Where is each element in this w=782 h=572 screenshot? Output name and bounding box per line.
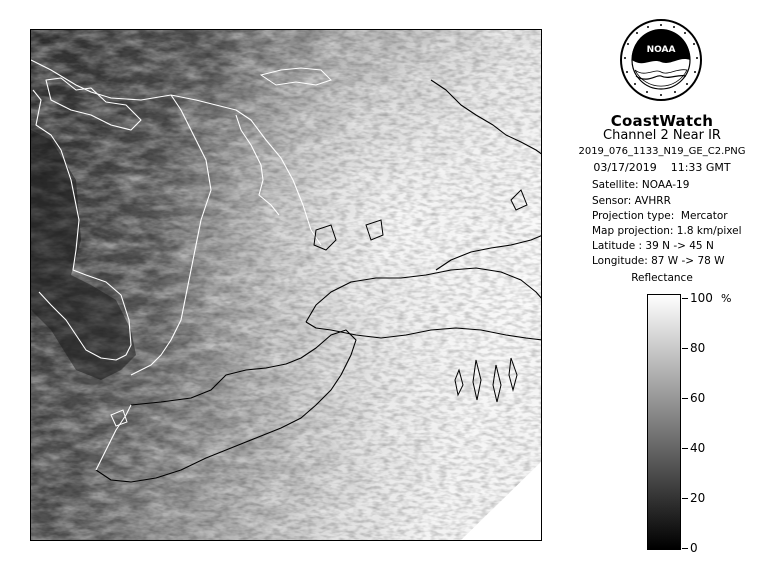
colorbar-tick xyxy=(682,398,688,399)
colorbar-tick xyxy=(682,548,688,549)
colorbar-tick-label: 80 xyxy=(690,341,706,355)
colorbar-tick-label: 40 xyxy=(690,441,706,455)
channel-name: Channel 2 Near IR xyxy=(603,128,721,143)
colorbar-tick xyxy=(682,498,688,499)
colorbar-tick-label: 0 xyxy=(690,541,698,555)
noaa-emblem xyxy=(619,18,703,102)
brand-title: CoastWatch xyxy=(610,112,714,130)
noaa-logo-text: NOAA xyxy=(646,45,676,55)
reflectance-colorbar xyxy=(647,294,681,550)
acquisition-datetime: 03/17/2019 11:33 GMT xyxy=(593,161,731,174)
satellite-image xyxy=(30,29,542,541)
latitude-label: Latitude : 39 N -> 45 N xyxy=(592,240,714,252)
legend-title: Reflectance xyxy=(631,272,693,284)
satellite-label: Satellite: NOAA-19 xyxy=(592,179,690,191)
legend-unit: % xyxy=(721,292,732,305)
fine-texture xyxy=(31,30,542,541)
projection-type-label: Projection type: Mercator xyxy=(592,210,728,222)
image-filename: 2019_076_1133_N19_GE_C2.PNG xyxy=(578,146,746,157)
colorbar-tick-label: 100 xyxy=(690,291,713,305)
colorbar-tick-label: 60 xyxy=(690,391,706,405)
longitude-label: Longitude: 87 W -> 78 W xyxy=(592,255,725,267)
colorbar-tick xyxy=(682,348,688,349)
sensor-label: Sensor: AVHRR xyxy=(592,195,671,207)
map-projection-label: Map projection: 1.8 km/pixel xyxy=(592,225,742,237)
satellite-map-svg xyxy=(31,30,542,541)
colorbar-tick-label: 20 xyxy=(690,491,706,505)
colorbar-tick xyxy=(682,448,688,449)
colorbar-tick xyxy=(682,298,688,299)
noaa-logo xyxy=(619,18,703,102)
